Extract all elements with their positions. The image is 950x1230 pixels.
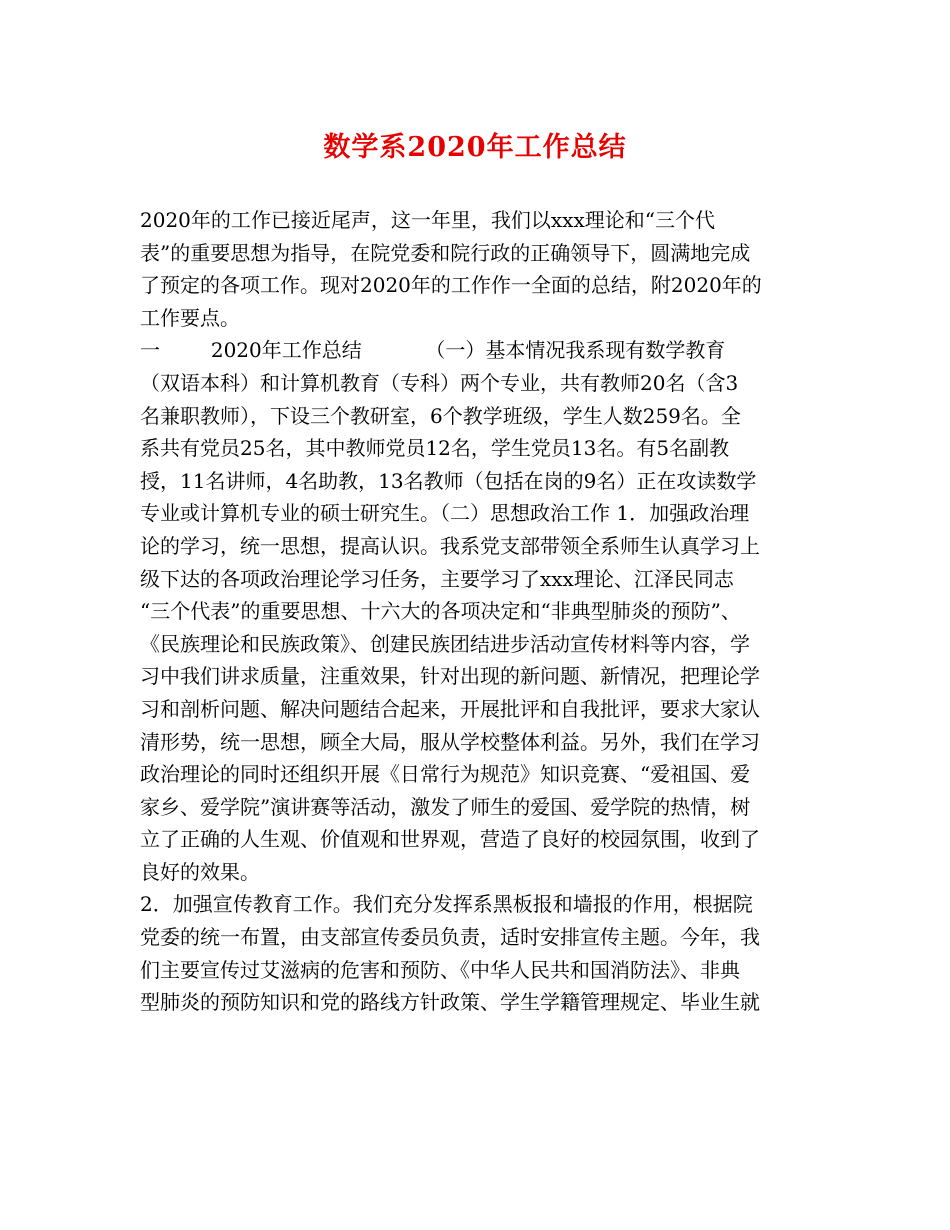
- text-line: 表”的重要思想为指导，在院党委和院行政的正确领导下，圆满地完成: [140, 240, 751, 265]
- text-line: 名兼职教师），下设三个教研室，6个教学班级，学生人数259名。全: [140, 403, 741, 428]
- text-line: 党委的统一布置，由支部宣传委员负责，适时安排宣传主题。今年，我: [140, 925, 760, 950]
- text-line: 授，11名讲师，4名助教，13名教师（包括在岗的9名）正在攻读数学: [140, 468, 757, 493]
- text-line: 们主要宣传过艾滋病的危害和预防、《中华人民共和国消防法》、非典: [140, 957, 740, 982]
- text-line: 一 2020年工作总结 （一）基本情况我系现有数学教育: [140, 338, 726, 363]
- text-line: 政治理论的同时还组织开展《日常行为规范》知识竞赛、“爱祖国、爱: [140, 762, 751, 787]
- text-line: “三个代表”的重要思想、十六大的各项决定和“非典型肺炎的预防”、: [140, 599, 741, 624]
- text-line: 家乡、爱学院”演讲赛等活动，激发了师生的爱国、爱学院的热情，树: [140, 794, 751, 819]
- document-body: [140, 204, 820, 1019]
- text-line: （双语本科）和计算机教育（专科）两个专业，共有教师20名（含3: [140, 370, 739, 395]
- text-line: 论的学习，统一思想，提高认识。我系党支部带领全系师生认真学习上: [140, 533, 760, 558]
- text-line: 2．加强宣传教育工作。我们充分发挥系黑板报和墙报的作用，根据院: [140, 892, 753, 917]
- text-line: 专业或计算机专业的硕士研究生。（二）思想政治工作 1．加强政治理: [140, 501, 750, 526]
- text-line: 习中我们讲求质量，注重效果，针对出现的新问题、新情况，把理论学: [140, 664, 760, 689]
- text-line: 工作要点。: [140, 305, 240, 330]
- text-line: 立了正确的人生观、价值观和世界观，营造了良好的校园氛围，收到了: [140, 827, 760, 852]
- text-line: 型肺炎的预防知识和党的路线方针政策、学生学籍管理规定、毕业生就: [140, 990, 760, 1015]
- text-line: 清形势，统一思想，顾全大局，服从学校整体利益。另外，我们在学习: [140, 729, 760, 754]
- text-line: 良好的效果。: [140, 859, 260, 884]
- text-line: 2020年的工作已接近尾声，这一年里，我们以xxx理论和“三个代: [140, 208, 715, 232]
- document-title: 数学系2020年工作总结: [323, 132, 627, 163]
- text-line: 习和剖析问题、解决问题结合起来，开展批评和自我批评，要求大家认: [140, 696, 760, 721]
- text-line: 级下达的各项政治理论学习任务，主要学习了xxx理论、江泽民同志: [140, 566, 734, 591]
- text-line: 了预定的各项工作。现对2020年的工作作一全面的总结，附2020年的: [140, 273, 762, 298]
- text-line: 系共有党员25名，其中教师党员12名，学生党员13名。有5名副教: [140, 436, 730, 461]
- text-line: 《民族理论和民族政策》、创建民族团结进步活动宣传材料等内容，学: [140, 631, 750, 656]
